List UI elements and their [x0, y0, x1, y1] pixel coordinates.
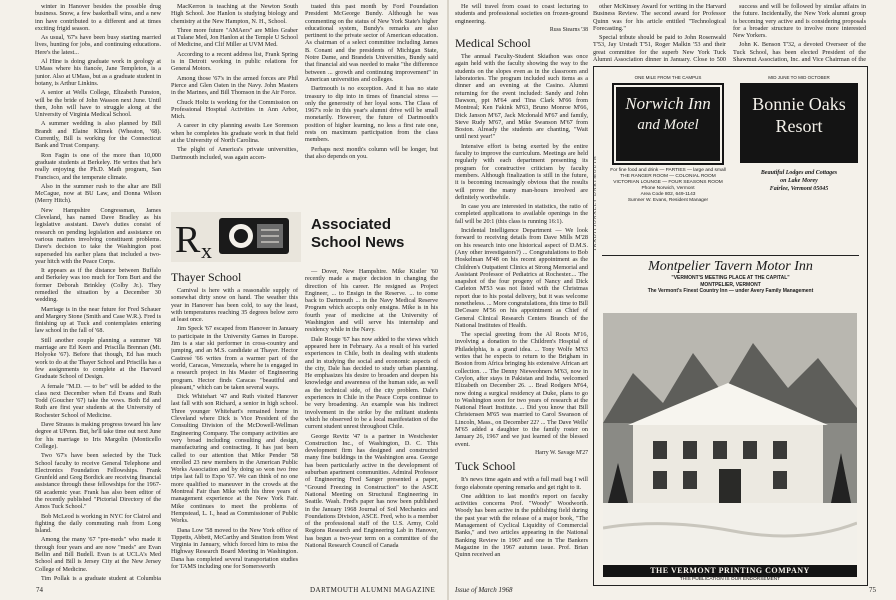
rx-logo-icon	[171, 212, 301, 262]
vermont-printing-sub: THIS PUBLICATION IS OUR ENDORSEMENT	[679, 577, 781, 582]
thayer-col-2	[171, 268, 298, 581]
montpelier-ad	[602, 255, 859, 310]
winter-inn-photo	[603, 313, 857, 563]
norwich-ad-line: THE RANGER ROOM — COLONIAL ROOM	[620, 174, 716, 179]
associated-title-line2: School News	[311, 234, 405, 251]
class-notes-paragraph: Also in the summer rush to the altar are Bill McCague, now at BU Law, and Donna Wilson (Merry Hitch).	[35, 182, 161, 205]
stearns-byline: Russ Stearns '38	[549, 26, 588, 33]
class-notes-paragraph: A summer wedding is also planned by Bill Brandt and Elaine Klimek (Wheaton, '68). Currently, Bill is working for the Connecticut Bank and Trust Company.	[35, 120, 161, 150]
left-col-3-top	[305, 3, 438, 208]
bonnie-ad-line: Fairlee, Vermont 05045	[769, 186, 829, 192]
class-notes-paragraph: The plight of America's private universities, Dartmouth included, was again accen-	[171, 146, 298, 161]
norwich-ad-line: Phone Norwich, Vermont	[641, 186, 695, 191]
norwich-name-2: and Motel	[637, 117, 699, 133]
class-notes-paragraph: Dave Strauss is making progress toward his law degree at UPenn. But, he'll take time out next June for his marriage to Iris Margolin (Monticello College).	[35, 421, 161, 450]
class-notes-paragraph: Among the many '67 "pre-meds" who made it through four years and are now "meds" are Evan Bellin and Bill Budell. Evan is at UCLA's Med School and Bill is Jersey City at the New Jersey College of Medicine.	[35, 536, 161, 573]
tuck-title: Tuck School	[455, 459, 516, 474]
left-col-1	[35, 3, 161, 581]
class-notes-paragraph: Ron Fagin is one of the more than 10,000 graduate students at Berkeley. He writes that he's really enjoying the Ph.D. Math program, San Francisco, and the temperate climate.	[35, 151, 161, 181]
thayer-title: Thayer School	[171, 270, 242, 284]
svg-text:R: R	[175, 219, 201, 261]
right-col-2-top	[593, 3, 726, 63]
thayer-paragraph: Dana Low '58 moved to the New York office of Tippetts, Abbett, McCarthy and Stratton from West Virginia in January, which forced him to miss the Highway Research Board Meeting in Washington. Dana has completed several transportation studies for TAMS including one for Somersworth	[171, 526, 298, 570]
svg-text:x: x	[201, 238, 212, 262]
left-page-number: 74	[36, 586, 43, 594]
medical-paragraph: Incidental Intelligence Department — We look forward to receiving details from Dave Mills M'28 on his research into one historical aspect of D.M.S. (Any other investigators?) ... Congratulations to Bob Hoskelman M'48 on his recent appointment as the Children's Outpatient Clinics at Strong Memorial and Assistant Professor of Pediatrics at Rochester.... The snapshot of the four progeny of Nancy and Dick Carleton M'53 was not listed with the Christmas report due to his postal delivery, but it was welcome nonetheless. ... More congratulations, this time to Bill DeCesare M'56 on his appointment as Chief of General Clinical Research Centers Branch of the National Institutes of Health.	[455, 227, 588, 329]
savage-byline: Harry W. Savage M'27	[535, 449, 588, 456]
ads-region	[593, 66, 868, 586]
montpelier-name: Montpelier Tavern Motor Inn	[648, 259, 813, 274]
norwich-name-1: Norwich Inn	[625, 94, 711, 113]
class-notes-paragraph: Among those '67's in the armed forces are Phil Pierce and Glen Oaten in the Navy. John Masters in the Marines, and Bill Thomson in the Air Force.	[171, 74, 298, 97]
class-notes-paragraph: A career in city planning awaits Lee Sorenson when he completes his graduate work in that field at the University of North Carolina.	[171, 122, 298, 145]
right-page	[449, 0, 896, 600]
medical-paragraph: Intensive effort is being exerted by the entire faculty to improve the curriculum. Meetings are held regularly with each department presenting its program for constructive criticism by faculty members. Although finalization is still in the future, it is becoming increasingly obvious that the results will prove the many man-hours involved are definitely worthwhile.	[455, 142, 588, 201]
class-notes-paragraph: According to a recent address list, Frank Spring is in Detroit working in public relations for General Motors.	[171, 50, 298, 73]
class-notes-paragraph: As usual, '67's have been busy starting married lives, hunting for jobs, and continuing educations. Here's the latest...	[35, 34, 161, 56]
right-issue-label: Issue of March 1968	[455, 586, 513, 594]
left-col-2-top	[171, 3, 298, 208]
tuck-paragraph: Special tribute should be paid to John Rosenwald T'53, Jay Urstadt T'51, Roger Malkin '53 and their great committee for the superb New York Tuck Alumni Association dinner in January. Close to 500	[593, 34, 726, 63]
class-notes-paragraph: Marriage is in the near future for Fred Schauer and Margery Stone (Smith and Case W.R.). Fred is finishing up at Tuck and contemplates entering law school in the fall of '68.	[35, 305, 161, 335]
bonnie-ad-line: Beautiful Lodges and Cottages	[760, 170, 838, 176]
thayer-col-3	[305, 268, 438, 581]
class-notes-paragraph: MacKerron is teaching at the Newton South High School. Joe Hanlon is studying biology and chemistry at the New Hampton, N. H., School.	[171, 3, 298, 25]
left-magazine-name: DARTMOUTH ALUMNI MAGAZINE	[310, 586, 436, 594]
frozen-ground-paragraph: He will travel from coast to coast lecturing to students and professional societies on frozen-ground engineering.	[455, 3, 588, 25]
right-col-3-top	[733, 3, 866, 63]
class-notes-paragraph: Perhaps next month's column will be longer, but that also depends on you.	[305, 145, 438, 160]
bonnie-top-label: MID JUNE TO MID OCTOBER	[768, 75, 830, 80]
tuck-paragraph: One addition to last month's report on faculty activities concerns Prof. "Woody" Woodworth. Woody has been active in the publishing field during the past year with the release of a major book, "The Management of Cyclical Liquidity of Commercial Banks," and two articles appearing in the National Banking Review in 1967 and one in The Bankers Magazine in the 1967 autumn issue. Prof. Brian Quinn received an	[455, 492, 588, 559]
right-page-number: 75	[869, 586, 876, 594]
tuck-paragraph: success and will be followed by similar affairs in the future. Incidentally, the New York alumni group is becoming very active and is considering proposals for a broader structure to involve more interested New Yorkers.	[733, 3, 866, 40]
class-notes-paragraph: Three more future "AMAers" are Miles Graber at Tulane Med, Jon Hanlon at the Temple U School of Medicine, and Clif Miller at UVM Med.	[171, 26, 298, 49]
class-notes-paragraph: New Hampshire Congressman, James Cleveland, has named Dave Bradley as his legislative assistant. Dave's duties consist of research on pending legislation and assistance on various matters involving constituent problems. Dave's decision to take the Washington post superseded his earlier plans that included a two-year hitch with the Peace Corps.	[35, 206, 161, 265]
vermont-printing-ad	[603, 565, 857, 577]
class-notes-paragraph: It appears as if the distance between Buffalo and Berkeley was too much for Tom Burt and the former Deborah Brinkley (Colby Jr.). They remedied the situation by a December 30 wedding.	[35, 267, 161, 304]
norwich-ad-line: For fine food and drink — PARTIES — large and small	[610, 168, 726, 173]
class-notes-paragraph: tuated this past month by Ford Foundation President McGeorge Bundy. Although he was commenting on the status of New York State's higher educational system, Bundy's remarks are also pertinent to the private sector of American education. As chairman of a select committee including James B. Conant and the presidents of Michigan State, Notre Dame, and Brandeis Universities, Bundy said that financial aid was needed to make "the difference between ... growth and continuing improvement" in American universities and colleges.	[305, 3, 438, 83]
montpelier-ad-line: The Vermont's Finest Country Inn — under Avery Family Management	[647, 288, 814, 294]
class-notes-paragraph: Al Hine is doing graduate work in geology at UMass where his fiancée, Jane Templeton, is a junior. Also at UMass, but as a graduate student in botany, is Arthur Linkins.	[35, 58, 161, 87]
medical-paragraph: The annual Faculty-Student Skiathon was once again held with the faculty showing the way to the students on the slopes even as in the classroom and laboratories. The program included such items as a dinner and an evening at the Casino. Alumni returning for the event included: Sandy and John Dawson, ppt M'64 and Tina Clark M'66 from Montreal; Ken Fakink M'63, Bruno Monroe M'66, Dick Janson M'67, Jack Mcdonald M'67 and family, Steve Rudy M'67, and Mike Swanson M'67 from Boston. Already the students are chanting, "Wait until next year!"	[455, 53, 588, 141]
tuck-paragraph: It's news time again and with a full mail bag I will forgo elaborate opening remarks and get right to it.	[455, 476, 588, 491]
class-notes-paragraph: A female "M.D. — to be" will be added to the class next December when Ed Evans and Ruth Todd (Goucher '67) take the vows. Both Ed and Ruth are first year students at the University of Rochester School of Medicine.	[35, 382, 161, 419]
right-col-1	[455, 3, 588, 581]
thayer-paragraph: George Revitz '47 is a partner in Westchester Construction Inc., of Washington, D. C. This development firm has designed and constructed many fine buildings in the Washington area. George has been particularly active in the development of suburban apartment communities. Admiral Professor of Engineering Fred Sanger presented a paper, "Ground Freezing in Construction" to the ASCE National Meeting on Structural Engineering in Seattle. Wash. Fred's paper has now been published in the January 1968 Journal of Soil Mechanics and Foundations Division, ASCE. Fred, who is a member of the professional staff of the U.S. Army, Cold Regions Research and Engineering Lab in Hanover, has begun a two-year term on a committee of the National Research Council of Canada	[305, 432, 438, 549]
bonnie-oaks-ad	[736, 72, 862, 250]
thayer-paragraph: Jim Speck '67 escaped from Hanover in January to participate in the University Games in Europe. Jim is a star ski performer in cross-country and jumping, and an M.S. candidate at Thayer. Hector Castresé '66 writes from a warmer part of the world, Caracas, Venezuela, where he is engaged in a research project in his Master of Engineering program. Hector finds Caracas "beautiful and pleasant," which can be taken several ways.	[171, 325, 298, 391]
tuck-paragraph: other McKinsey Award for writing in the Harvard Business Review. The second award for Professor Quinn was for his article entitled "Technological Forecasting."	[593, 3, 726, 32]
norwich-ad-line: VICTORIAN LOUNGE — FOUR SEASONS ROOM	[613, 180, 723, 185]
medical-paragraph: In case you are interested in statistics, the ratio of completed applications to available openings in the fall will be 20:1 (this class is running 16:1).	[455, 203, 588, 225]
bonnie-ad-line: on Lake Morey	[780, 178, 818, 184]
thayer-paragraph: Dick Whitehart '47 and Ruth visited Hanover last fall with son Richard, a senior in high school. Three younger Whitehart's remained home in Cleveland where Dick is Vice President of the Consulting Division of the McDowell-Wellman Engineering Company. The company activities are very broad including consulting and design, manufacturing and contracting. It has just been called to our attention that Mike Pender '58 enrolled 23 new members in the American Public Works Association and by doing so won two free trips last fall to Expo '67. We can think of no one more qualified to maneuver in the crowds at the Montreal Fair than Mike with his three years of management experience at the New York Fair. Mike continues to meet the problems of Hempstead, L. I., head as Commissioner of Public Works.	[171, 393, 298, 525]
bonnie-logo-panel	[740, 83, 858, 163]
norwich-ad-line: Area Code 802, 649-1143	[640, 192, 696, 197]
class-notes-paragraph: Still another couple planning a summer '68 marriage are Ed Keen and Priscilla Brennan (Mt. Holyoke '67). Before that though, Ed has much work to do at the Thayer School and Priscilla has a few assignments to complete at the Harvard Graduate School of Design.	[35, 336, 161, 381]
norwich-top-label: ONE MILE FROM THE CAMPUS	[634, 75, 702, 80]
norwich-inn-ad	[604, 72, 732, 250]
thayer-paragraph: Dale Rouge '67 has now added to the views which appeared here in February. As a result of his varied experiences in Chile, both in dealing with students and in studying the social and economic aspects of the city, Dale has decided to study urban planning. He emphasizes his desire to broaden and deepen his knowledge and awareness of the human side, as well as the technical side, of the city problem. Dale's experiences in Chile in the Peace Corps continue to be very broadening. An example was his indirect involvement in the strike by the militant students which he observed to be a local manifestation of the current student unrest throughout Chile.	[305, 335, 438, 431]
class-notes-paragraph: A senior at Wells College, Elizabeth Funston, will be the bride of John Wasson next June. Until then, John will have to struggle along at the University of Virginia Medical School.	[35, 89, 161, 119]
montpelier-ad-line: "VERMONT'S MEETING PLACE AT THE CAPITAL"	[671, 275, 790, 281]
class-notes-paragraph: Bob McLeod is working in NYC for Clairol and fighting the daily commuting rush from Long Island.	[35, 512, 161, 535]
associated-school-news-header	[171, 212, 438, 262]
associated-title	[311, 216, 404, 252]
class-notes-paragraph: winter in Hanover besides the possible drug business. Snow, a few basketball wins, and a new inn have contributed to a different and at times exciting frigid season.	[35, 3, 161, 32]
montpelier-ad-line: MONTPELIER, VERMONT	[700, 281, 761, 288]
class-notes-paragraph: Tim Pollak is a graduate student at Columbia	[41, 574, 161, 581]
class-notes-paragraph: Two '67's have been selected by the Tuck School faculty to receive General Telephone and Electronics Foundation Fellowships. Frank Grunfeld and Greg Bordick are receiving financial assistance through these fellowships for the 1967-68 academic year. Frank has also been editor of the recently published "Pictorial Directory of the Amos Tuck School."	[35, 452, 161, 511]
left-page	[0, 0, 447, 600]
vermont-printing-name: THE VERMONT PRINTING COMPANY	[650, 566, 810, 575]
norwich-logo-panel	[612, 83, 724, 165]
traditionally-dartmouth-label: TRADITIONALLY DARTMOUTH	[593, 155, 598, 251]
class-notes-paragraph: Chuck Holtz is working for the Commission on Professional Hospital Activities in Ann Arbor, Mich.	[171, 98, 298, 121]
thayer-paragraph: Carnival is here with a reasonable supply of somewhat dirty snow on hand. The weather this year in Hanover has been cold, to say the least, with temperatures reaching 35 degrees below zero at least once.	[171, 287, 298, 324]
medical-title: Medical School	[455, 36, 531, 51]
bonnie-name-2: Resort	[775, 116, 823, 136]
bonnie-name-1: Bonnie Oaks	[752, 94, 846, 114]
thayer-paragraph: — Dover, New Hampshire. Mike Kistler '60 recently made a major decision in changing the direction of his career. He resigned as Project Engineer, ... to Ensign in the Reserve. ... to come back to Dartmouth ... in the Navy Medical Reserve Program which accepts only ensigns. Mike is in his fourth year of medicine at the University of Washington and will serve his internship and residency while in the Navy.	[305, 268, 438, 334]
class-notes-paragraph: Dartmouth is no exception. And it has no state treasury to dip into in times of financial stress — only the generosity of her loyal sons. The Class of 1967's role in this year's alumni drive will be small monetarily. However, the future of Dartmouth's position of higher learning, no less a first rate one, rests on maximum participation from the class members.	[305, 85, 438, 144]
associated-title-line1: Associated	[311, 216, 392, 233]
medical-paragraph: The special greeting from the Al Roots M'16, involving a donation to the Children's Hospital of Philadelphia, is a grand idea. ... Tony Wolfe M'63 writes that he expects to return to the Brigham in Boston from Africa bringing his extensive African art collection. ... The Denny Nieweohners M'63, now in Ceylon, after stays in Pakistan and India, welcomed Elizabeth on December 26. ... Brad Rodgers M'64, now doing a surgical residency at Duke, plans to go to Washington soon for two years of research at the National Heart Institute. ... Did you know that Bill Christensen M'65 was married to Carol Swanson of Lincoln, Mass., on December 22? ... The Dave Wells' M'65 added a daughter to the family roster on January 26, 1967 and we just learned of the blessed event.	[455, 331, 588, 448]
tuck-paragraph: John K. Benson T'32, a devoted Overseer of the Tuck School, has been elected President of the Shawmut Association, Inc. and Vice Chairman of the	[733, 41, 866, 63]
norwich-ad-line: Sumner W. Evans, Resident Manager	[627, 198, 709, 203]
